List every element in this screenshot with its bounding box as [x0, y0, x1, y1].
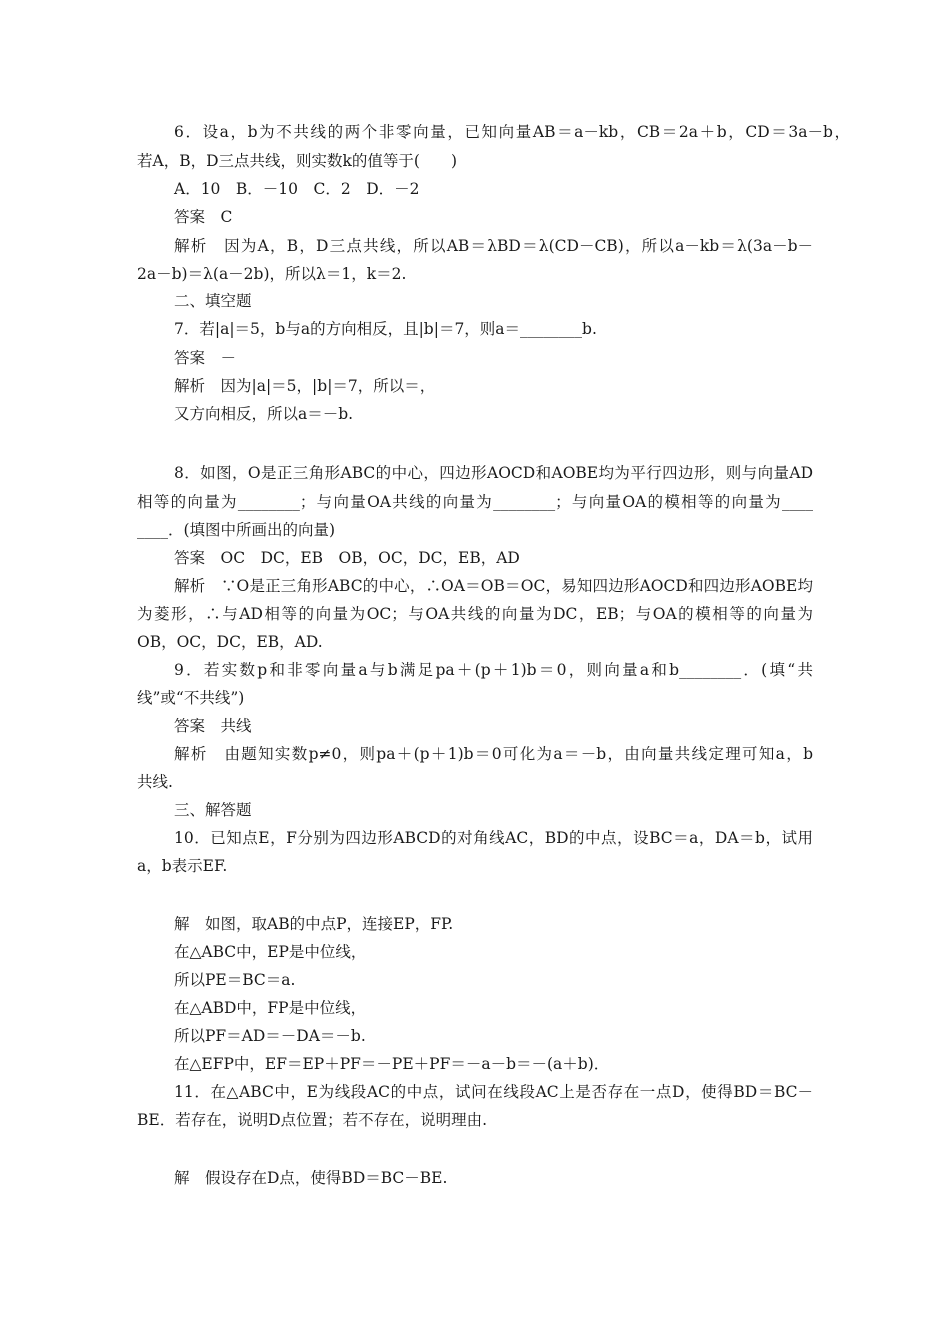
text-line: BE．若存在，说明D点位置；若不存在，说明理由.: [137, 1111, 488, 1129]
text-line: ____．(填图中所画出的向量): [137, 521, 336, 539]
text-line: 6．设a，b为不共线的两个非零向量，已知向量AB＝a－kb，CB＝2a＋b，CD＝3a－b，: [174, 123, 850, 141]
text-line: 解 假设存在D点，使得BD＝BC－BE.: [174, 1169, 448, 1187]
text-line: 又方向相反，所以a＝－b.: [174, 405, 354, 423]
text-line: 11．在△ABC中，E为线段AC的中点，试问在线段AC上是否存在一点D，使得BD＝BC－: [174, 1083, 813, 1101]
text-line: 2a－b)＝λ(a－2b)，所以λ＝1，k＝2.: [137, 265, 407, 283]
text-line: 相等的向量为________；与向量OA共线的向量为________；与向量OA的模相等的向量为____: [137, 493, 813, 511]
text-line: 解析 因为A，B，D三点共线，所以AB＝λBD＝λ(CD－CB)，所以a－kb＝λ(3a－b－: [174, 237, 813, 255]
text-line: 解析 ∵O是正三角形ABC的中心，∴OA＝OB＝OC，易知四边形AOCD和四边形AOBE均: [174, 577, 813, 595]
text-line: 7．若|a|＝5，b与a的方向相反，且|b|＝7，则a＝________b.: [174, 320, 597, 338]
text-line: 答案 C: [174, 208, 233, 226]
text-line: 所以PE＝BC＝a.: [174, 971, 296, 989]
text-line: OB，OC，DC，EB，AD.: [137, 633, 323, 651]
text-line: 10．已知点E，F分别为四边形ABCD的对角线AC，BD的中点，设BC＝a，DA＝b，试用: [174, 829, 813, 847]
text-line: 若A，B，D三点共线，则实数k的值等于( ): [137, 152, 457, 170]
text-line: 所以PF＝AD＝－DA＝－b.: [174, 1027, 366, 1045]
text-line: a，b表示EF.: [137, 857, 228, 875]
text-line: 解析 由题知实数p≠0，则pa＋(p＋1)b＝0可化为a＝－b，由向量共线定理可知a，b: [174, 745, 813, 763]
section-heading: 三、解答题: [174, 801, 252, 819]
text-line: 解 如图，取AB的中点P，连接EP，FP.: [174, 915, 454, 933]
text-line: 答案 －: [174, 349, 237, 367]
text-line: 解析 因为|a|＝5，|b|＝7，所以＝，: [174, 377, 436, 395]
section-heading: 二、填空题: [174, 292, 252, 310]
text-line: 答案 共线: [174, 717, 252, 735]
text-line: 答案 OC DC，EB OB，OC，DC，EB，AD: [174, 549, 520, 567]
text-line: 在△ABD中，FP是中位线，: [174, 999, 367, 1017]
text-line: 共线.: [137, 773, 173, 791]
text-line: A．10 B．－10 C．2 D．－2: [174, 180, 420, 198]
text-line: 在△EFP中，EF＝EP＋PF＝－PE＋PF＝－a－b＝－(a＋b)．: [174, 1055, 610, 1073]
text-line: 为菱形，∴与AD相等的向量为OC；与OA共线的向量为DC，EB；与OA的模相等的向量为: [137, 605, 813, 623]
text-line: 8．如图，O是正三角形ABC的中心，四边形AOCD和AOBE均为平行四边形，则与向量AD: [174, 464, 813, 482]
text-line: 线”或“不共线”): [137, 689, 245, 707]
text-line: 在△ABC中，EP是中位线，: [174, 943, 367, 961]
text-line: 9．若实数p和非零向量a与b满足pa＋(p＋1)b＝0，则向量a和b________．(填“共: [174, 661, 813, 679]
